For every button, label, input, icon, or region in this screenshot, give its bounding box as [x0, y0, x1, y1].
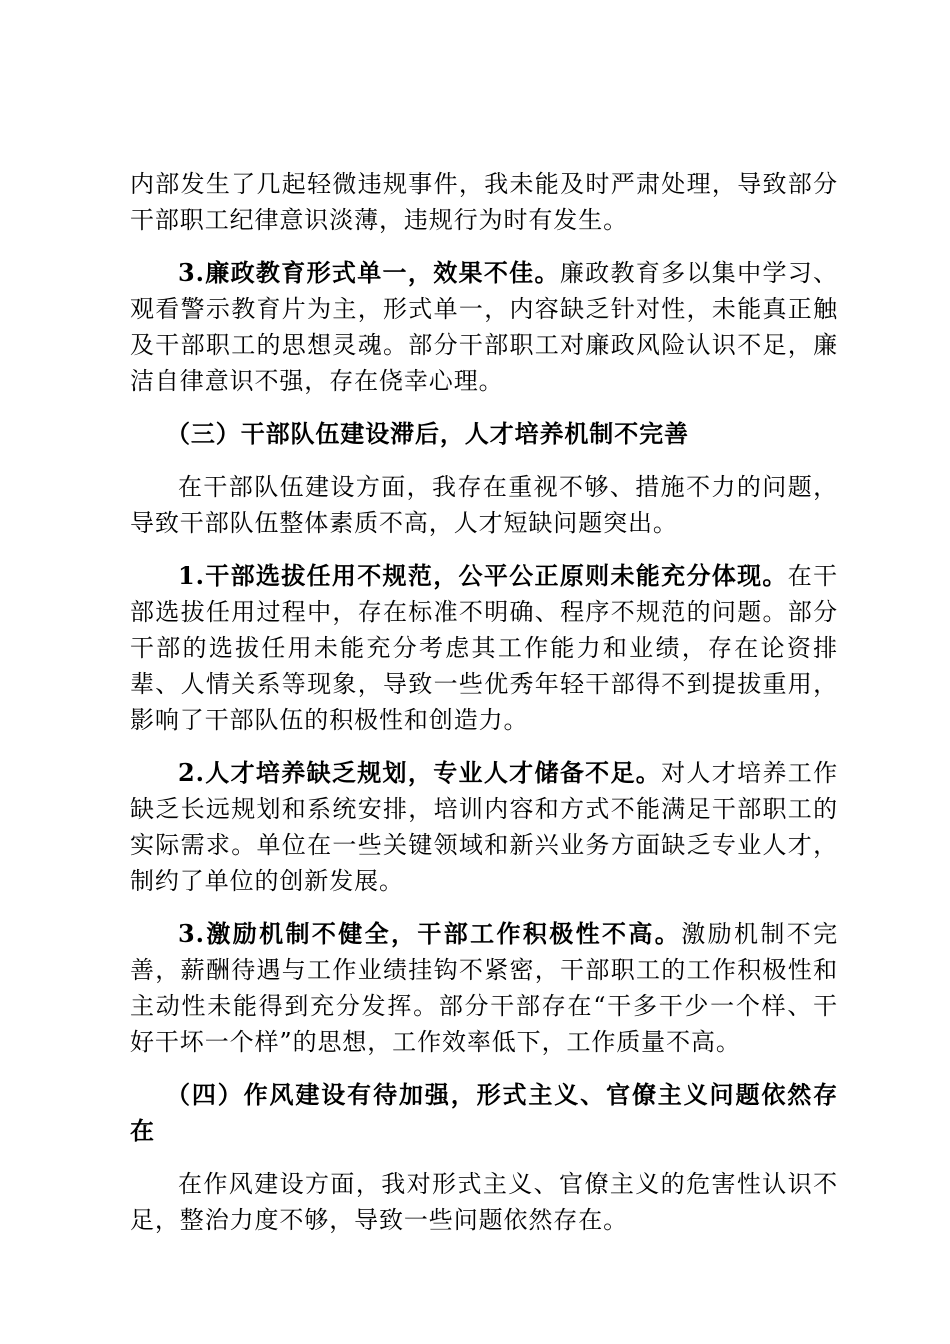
paragraph-text: 在干部选拔任用过程中，存在标准不明确、程序不规范的问题。部分干部的选拔任用未能充分考虑其工作能力和业绩，存在论资排辈、人情关系等现象，导致一些优秀年轻干部得不到提拔重用，影响了干部队伍的积极性和创造力。 [130, 562, 838, 734]
paragraph-lead: 3.激励机制不健全，干部工作积极性不高。 [178, 919, 682, 948]
section-heading-work-style [130, 1077, 838, 1149]
paragraph-cadre-team-intro [130, 469, 838, 541]
paragraph-text: 激励机制不完善，薪酬待遇与工作业绩挂钩不紧密，干部职工的工作积极性和主动性未能得到充分发挥。部分干部存在“干多干少一个样、干好干坏一个样”的思想，工作效率低下，工作质量不高。 [130, 920, 838, 1056]
paragraph-text: 内部发生了几起轻微违规事件，我未能及时严肃处理，导致部分干部职工纪律意识淡薄，违规行为时有发生。 [130, 170, 838, 234]
paragraph-lead: 1.干部选拔任用不规范，公平公正原则未能充分体现。 [178, 561, 788, 590]
paragraph-continuation [130, 166, 838, 238]
paragraph-text: 在作风建设方面，我对形式主义、官僚主义的危害性认识不足，整治力度不够，导致一些问题依然存在。 [130, 1170, 838, 1234]
paragraph-item-selection [130, 558, 838, 738]
document-page [130, 166, 838, 1255]
paragraph-item-talent-training [130, 755, 838, 899]
paragraph-text: 对人才培养工作缺乏长远规划和系统安排，培训内容和方式不能满足干部职工的实际需求。单位在一些关键领域和新兴业务方面缺乏专业人才，制约了单位的创新发展。 [130, 759, 838, 895]
paragraph-work-style-intro [130, 1166, 838, 1238]
paragraph-item-integrity-education [130, 255, 838, 399]
paragraph-lead: 2.人才培养缺乏规划，专业人才储备不足。 [178, 758, 662, 787]
heading-text: （三）干部队伍建设滞后，人才培养机制不完善 [166, 419, 689, 448]
section-heading-cadre-team [130, 416, 838, 452]
paragraph-text: 廉政教育多以集中学习、观看警示教育片为主，形式单一，内容缺乏针对性，未能真正触及干部职工的思想灵魂。部分干部职工对廉政风险认识不足，廉洁自律意识不强，存在侥幸心理。 [130, 259, 838, 395]
paragraph-lead: 3.廉政教育形式单一，效果不佳。 [178, 258, 560, 287]
heading-text: （四）作风建设有待加强，形式主义、官僚主义问题依然存在 [130, 1080, 838, 1145]
paragraph-item-incentive [130, 916, 838, 1060]
paragraph-text: 在干部队伍建设方面，我存在重视不够、措施不力的问题，导致干部队伍整体素质不高，人才短缺问题突出。 [130, 473, 838, 537]
